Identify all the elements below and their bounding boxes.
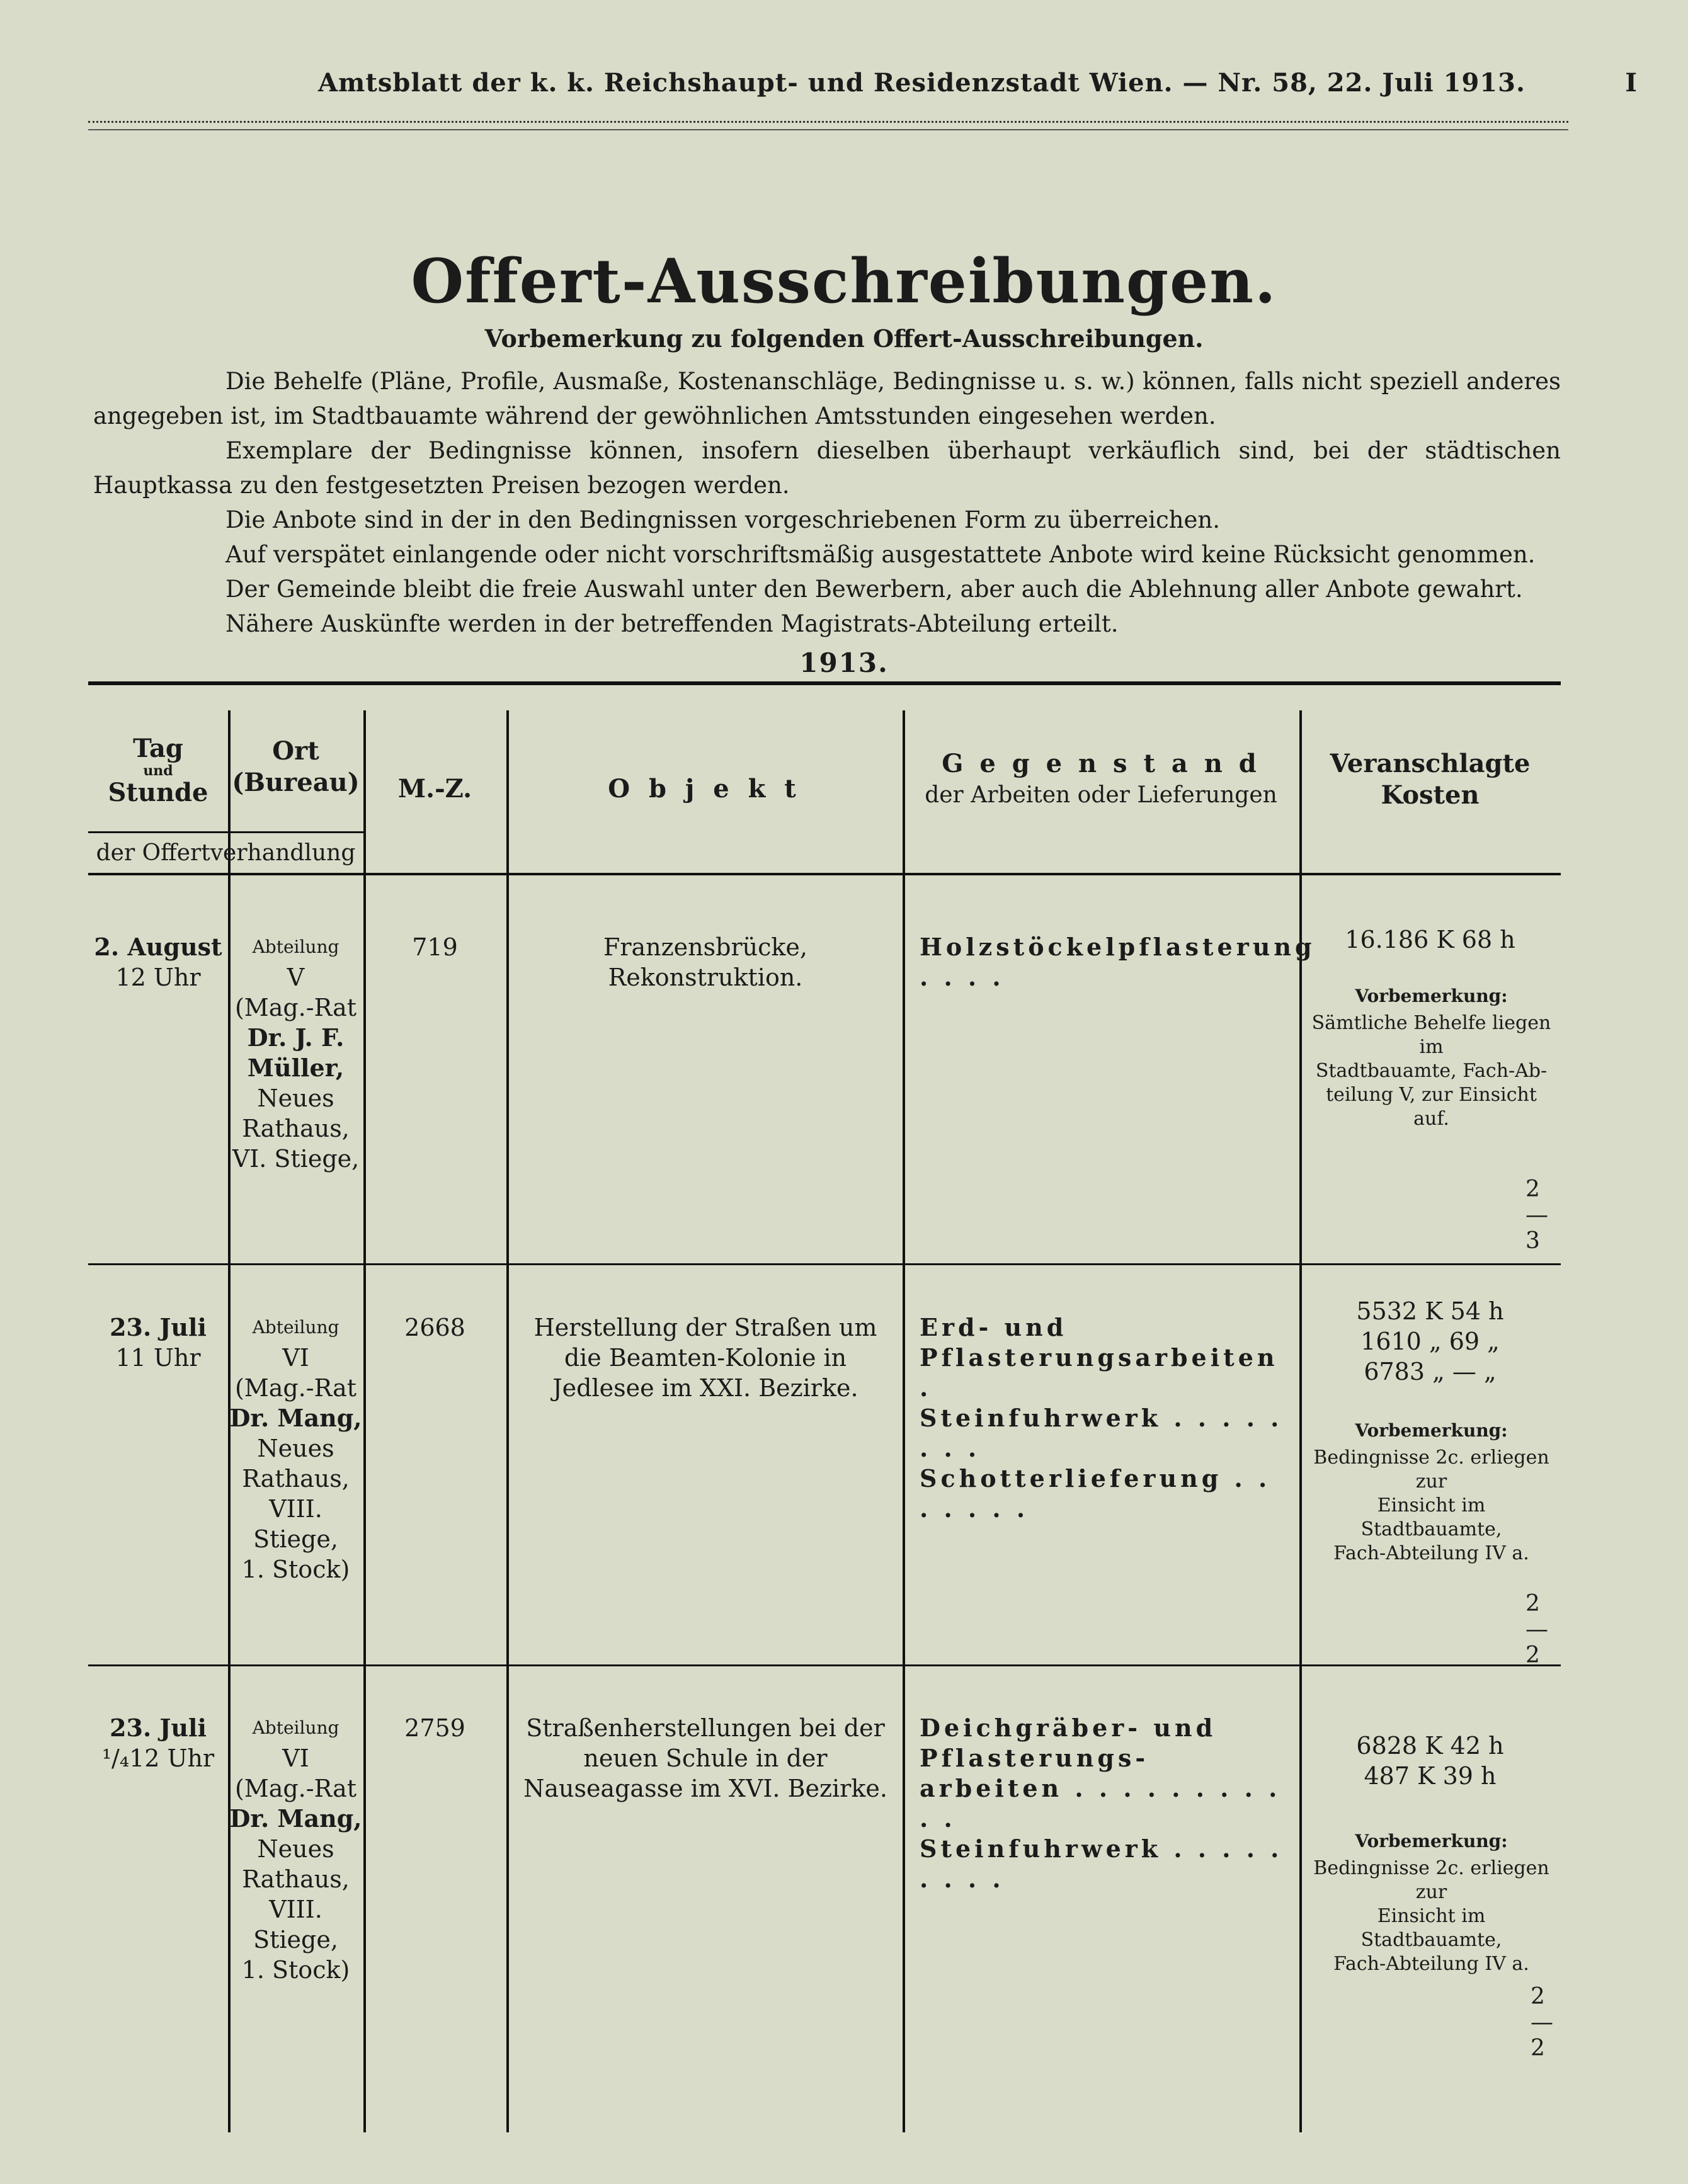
row-dept-line: VIII. [269, 1896, 322, 1923]
row-mz: 2759 [404, 1714, 465, 1742]
page-number: I [1625, 68, 1638, 98]
header-kosten-line1: Veranschlagte [1330, 749, 1531, 778]
table-row-department [228, 932, 363, 1174]
row-note [1307, 1416, 1556, 1566]
row-note-line: Stadtbauamte, Fach-Ab- [1315, 1060, 1548, 1082]
row-dept-line: VIII. [269, 1495, 322, 1523]
row-note [1307, 981, 1556, 1131]
row-item: Steinfuhrwerk . . . . . . . . [920, 1404, 1283, 1462]
table-row-date [88, 932, 228, 992]
row-item: Holzstöckelpflasterung . . . . [920, 933, 1316, 991]
row-dept-line: (Mag.-Rat [234, 994, 357, 1021]
row-cost: 6828 K 42 h [1356, 1732, 1504, 1760]
header-gegenstand-sub: der Arbeiten oder Lieferungen [925, 782, 1277, 808]
row-dept-line: Neues [257, 1835, 334, 1863]
row-note-head: Vorbemerkung: [1355, 1831, 1508, 1851]
row-dept-line: 1. Stock) [241, 1956, 350, 1984]
row-mz: 719 [412, 933, 458, 961]
column-rule [506, 710, 509, 2132]
year-heading: 1913. [799, 647, 889, 678]
row-costs [1299, 1731, 1561, 1791]
row-rule [88, 1263, 1561, 1265]
intro-text [93, 364, 1561, 641]
row-item: arbeiten . . . . . . . . . . . [920, 1774, 1281, 1833]
column-rule [1299, 710, 1302, 2132]
row-note-line: Fach-Abteilung IV a. [1333, 1542, 1529, 1564]
row-time: 12 Uhr [115, 964, 201, 991]
row-dept-line: Stiege, [253, 1926, 338, 1954]
intro-paragraph: Die Behelfe (Pläne, Profile, Ausmaße, Kostenanschläge, Bedingnisse u. s. w.) können, falls nicht speziell anderes angegeben ist, im Stadtbauamte während der gewöhnlichen Amtsstunden eingesehen werden. [93, 368, 1561, 429]
header-subrule [88, 831, 363, 833]
intro-paragraph: Die Anbote sind in der in den Bedingnissen vorgeschriebenen Form zu überreichen. [225, 506, 1220, 533]
row-note [1307, 1826, 1556, 1976]
row-note-line: Einsicht im Stadtbauamte, [1360, 1905, 1502, 1951]
row-dept-line: Rathaus, [242, 1115, 350, 1142]
row-note-head: Vorbemerkung: [1355, 986, 1508, 1006]
row-dept-word: Abteilung [252, 1717, 339, 1738]
row-dept-line: V [287, 964, 305, 991]
row-item: Erd- und Pflasterungsarbeiten . [920, 1313, 1279, 1402]
row-costs [1299, 1296, 1561, 1387]
row-cost: 1610 „ 69 „ [1360, 1328, 1500, 1355]
row-mz: 2668 [404, 1314, 465, 1341]
page-subtitle: Vorbemerkung zu folgenden Offert-Ausschreibungen. [484, 324, 1204, 353]
row-dept-line: 1. Stock) [241, 1556, 350, 1583]
row-dept-line: Rathaus, [242, 1865, 350, 1893]
row-rule [88, 1664, 1561, 1666]
column-rule [363, 710, 366, 2132]
row-dept-official: Dr. Mang, [229, 1404, 362, 1432]
header-tag: Tag [133, 734, 183, 763]
row-dept-line: VI [282, 1344, 309, 1372]
row-dept-official: Müller, [247, 1054, 345, 1082]
row-item: Steinfuhrwerk . . . . . . . . . [920, 1834, 1283, 1893]
header-kosten [1299, 748, 1561, 811]
table-row-department [228, 1312, 363, 1584]
row-note-line: Fach-Abteilung IV a. [1333, 1953, 1529, 1975]
row-serial: 2—2 [1525, 1591, 1548, 1668]
running-head-text: Amtsblatt der k. k. Reichshaupt- und Residenzstadt Wien. — Nr. 58, 22. Juli 1913. [318, 68, 1525, 98]
table-row-date [88, 1312, 228, 1373]
row-cost: 6783 „ — „ [1364, 1358, 1497, 1385]
header-stunde: Stunde [108, 778, 208, 807]
row-cost: 487 K 39 h [1364, 1762, 1497, 1790]
header-ort-label: Ort [272, 736, 319, 766]
row-note-head: Vorbemerkung: [1355, 1420, 1508, 1441]
row-dept-line: Neues [257, 1435, 334, 1462]
row-dept-line: Stiege, [253, 1525, 338, 1553]
row-dept-line: Rathaus, [242, 1465, 350, 1493]
header-offertverhandlung: der Offertverhandlung [96, 840, 356, 866]
intro-paragraph: Nähere Auskünfte werden in der betreffenden Magistrats-Abteilung erteilt. [225, 610, 1119, 637]
row-items [920, 1312, 1291, 1524]
row-cost: 5532 K 54 h [1356, 1297, 1504, 1325]
row-dept-line: VI [282, 1744, 309, 1772]
row-date: 2. August [94, 933, 222, 961]
row-items [920, 1713, 1291, 1894]
column-rule [903, 710, 905, 2132]
page-title: Offert-Ausschreibungen. [411, 246, 1277, 317]
row-note-line: Einsicht im Stadtbauamte, [1360, 1494, 1502, 1540]
row-time: ¹/₄12 Uhr [101, 1744, 215, 1772]
row-note-line: teilung V, zur Einsicht auf. [1326, 1084, 1537, 1130]
row-dept-official: Dr. J. F. [247, 1023, 345, 1052]
row-objekt: Franzensbrücke, Rekonstruktion. [603, 933, 807, 991]
row-cost: 16.186 K 68 h [1345, 926, 1515, 953]
header-kosten-line2: Kosten [1381, 780, 1480, 810]
intro-paragraph: Auf verspätet einlangende oder nicht vorschriftsmäßig ausgestattete Anbote wird keine Rücksicht genommen. [225, 541, 1536, 568]
row-serial: 2—2 [1531, 1984, 1553, 2061]
table-row-department [228, 1713, 363, 1985]
row-date: 23. Juli [110, 1313, 207, 1341]
row-dept-line: (Mag.-Rat [234, 1374, 357, 1402]
header-und: und [143, 763, 173, 779]
intro-paragraph: Der Gemeinde bleibt die freie Auswahl unter den Bewerbern, aber auch die Ablehnung aller Anbote gewahrt. [225, 576, 1523, 603]
row-dept-official: Dr. Mang, [229, 1804, 362, 1833]
row-dept-line: Neues [257, 1084, 334, 1112]
row-dept-line: (Mag.-Rat [234, 1775, 357, 1802]
intro-paragraph: Exemplare der Bedingnisse können, insofern dieselben überhaupt verkäuflich sind, bei der städtischen Hauptkassa zu den festgesetzten Preisen bezogen werden. [93, 437, 1561, 499]
header-rule [88, 121, 1568, 130]
row-item: Schotterlieferung . . . . . . . [920, 1464, 1271, 1523]
row-dept-word: Abteilung [252, 936, 339, 957]
header-bureau: (Bureau) [232, 768, 360, 797]
row-serial: 2—3 [1525, 1176, 1548, 1254]
row-note-line: Bedingnisse 2c. erliegen zur [1313, 1857, 1549, 1903]
row-items [920, 932, 1316, 992]
header-mz: M.-Z. [397, 774, 472, 804]
row-note-line: Bedingnisse 2c. erliegen zur [1313, 1447, 1549, 1493]
row-dept-line: VI. Stiege, [232, 1145, 360, 1173]
header-ort [228, 736, 363, 799]
header-bottom-rule [88, 873, 1561, 875]
row-objekt: Herstellung der Straßen um die Beamten-Kolonie in Jedlesee im XXI. Bezirke. [533, 1314, 877, 1402]
table-row-date [88, 1713, 228, 1773]
row-date: 23. Juli [110, 1714, 207, 1742]
header-gegenstand [903, 748, 1299, 811]
offers-table [88, 681, 1561, 2132]
row-item: Deichgräber- und Pflasterungs- [920, 1714, 1217, 1772]
row-note-line: Sämtliche Behelfe liegen im [1311, 1012, 1551, 1058]
row-dept-word: Abteilung [252, 1317, 339, 1338]
row-costs [1299, 924, 1561, 955]
row-time: 11 Uhr [115, 1344, 201, 1372]
header-tag-stunde [88, 733, 228, 809]
header-gegenstand-label: G e g e n s t a n d [942, 749, 1260, 778]
header-objekt: O b j e k t [608, 774, 801, 804]
row-objekt: Straßenherstellungen bei der neuen Schule in der Nauseagasse im XVI. Bezirke. [523, 1714, 887, 1802]
